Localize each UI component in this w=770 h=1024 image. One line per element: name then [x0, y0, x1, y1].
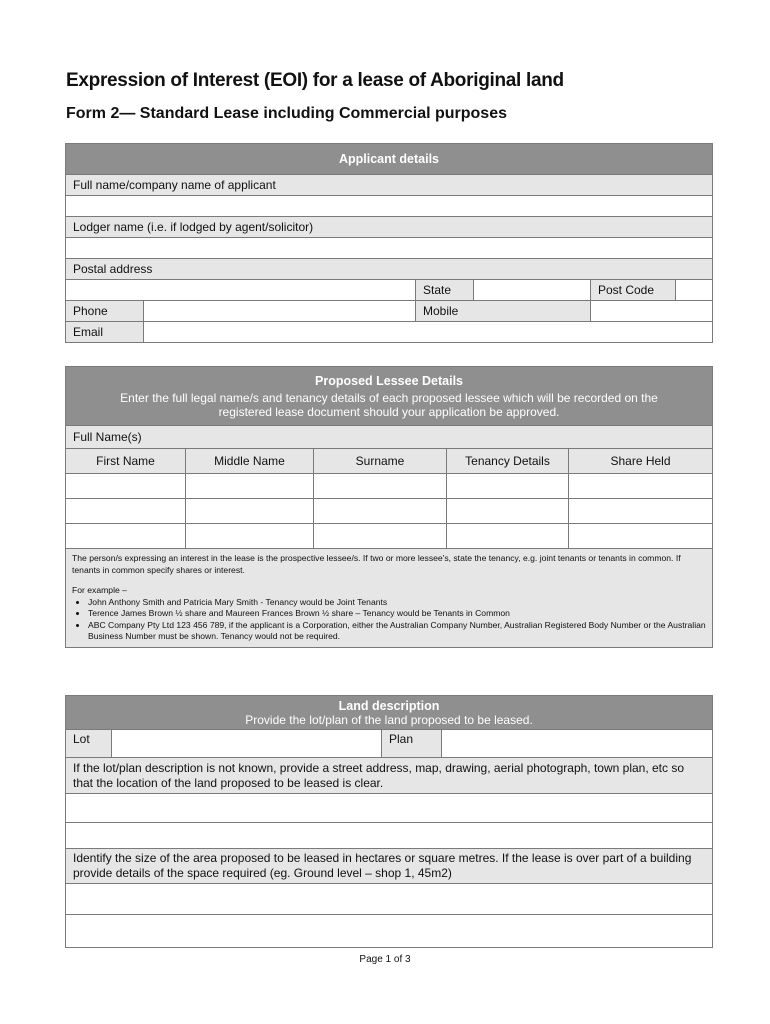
area-size-field-2[interactable]: [66, 915, 713, 948]
share-held-cell[interactable]: [569, 499, 713, 524]
lot-field[interactable]: [112, 730, 382, 758]
first-name-cell[interactable]: [66, 499, 186, 524]
land-location-label: If the lot/plan description is not known, provide a street address, map, drawing, aerial photograph, town plan, etc so that the location of the land proposed to be leased is clear.: [66, 758, 713, 794]
lessee-row: [66, 524, 713, 549]
middle-name-cell[interactable]: [186, 524, 314, 549]
surname-cell[interactable]: [314, 524, 447, 549]
state-field[interactable]: [474, 280, 591, 301]
land-description-heading: Land description Provide the lot/plan of the land proposed to be leased.: [66, 696, 713, 730]
lessee-row: [66, 499, 713, 524]
postcode-field[interactable]: [676, 280, 713, 301]
mobile-label: Mobile: [416, 301, 591, 322]
first-name-cell[interactable]: [66, 474, 186, 499]
tenancy-details-cell[interactable]: [447, 474, 569, 499]
col-tenancy-details: Tenancy Details: [447, 449, 569, 474]
middle-name-cell[interactable]: [186, 499, 314, 524]
email-label: Email: [66, 322, 144, 343]
plan-field[interactable]: [442, 730, 713, 758]
land-location-field-2[interactable]: [66, 823, 713, 849]
postal-address-label: Postal address: [66, 259, 713, 280]
form-title: Expression of Interest (EOI) for a lease of Aboriginal land: [66, 70, 564, 91]
phone-label: Phone: [66, 301, 144, 322]
phone-field[interactable]: [144, 301, 416, 322]
lessee-row: [66, 474, 713, 499]
tenancy-details-cell[interactable]: [447, 524, 569, 549]
state-label: State: [416, 280, 474, 301]
first-name-cell[interactable]: [66, 524, 186, 549]
tenancy-details-cell[interactable]: [447, 499, 569, 524]
land-location-field[interactable]: [66, 794, 713, 823]
postal-address-field[interactable]: [66, 280, 416, 301]
fullname-label: Full name/company name of applicant: [66, 175, 713, 196]
area-size-label: Identify the size of the area proposed to be leased in hectares or square metres. If the lease is over part of a building provide details of the space required (eg. Ground level – shop 1, 45m2): [66, 849, 713, 884]
example-item: • John Anthony Smith and Patricia Mary Smith - Tenancy would be Joint Tenants: [88, 597, 706, 609]
form-subtitle: Form 2— Standard Lease including Commercial purposes: [66, 105, 507, 122]
example-item: • Terence James Brown ½ share and Maureen Frances Brown ½ share – Tenancy would be Tenants in Common: [88, 608, 706, 620]
lessee-note: [66, 549, 713, 648]
col-surname: Surname: [314, 449, 447, 474]
lodger-label: Lodger name (i.e. if lodged by agent/solicitor): [66, 217, 713, 238]
example-intro: For example –: [72, 585, 127, 595]
applicant-details-table: [65, 143, 713, 343]
postcode-label: Post Code: [591, 280, 676, 301]
mobile-field[interactable]: [591, 301, 713, 322]
full-names-label: Full Name(s): [66, 426, 713, 449]
col-first-name: First Name: [66, 449, 186, 474]
lessee-note-text: The person/s expressing an interest in the lease is the prospective lessee/s. If two or more lessee's, state the tenancy, e.g. joint tenants or tenants in common. If tenants in common specify shares or interest.: [72, 553, 681, 575]
lessee-details-heading: Proposed Lessee Details Enter the full legal name/s and tenancy details of each proposed lessee which will be recorded on the registered lease document should your application be approved.: [66, 367, 713, 426]
land-instructions: Provide the lot/plan of the land proposed to be leased.: [245, 712, 533, 727]
surname-cell[interactable]: [314, 474, 447, 499]
plan-label: Plan: [382, 730, 442, 758]
lodger-field[interactable]: [66, 238, 713, 259]
share-held-cell[interactable]: [569, 474, 713, 499]
share-held-cell[interactable]: [569, 524, 713, 549]
email-field[interactable]: [144, 322, 713, 343]
applicant-details-heading: Applicant details: [66, 144, 713, 175]
surname-cell[interactable]: [314, 499, 447, 524]
col-middle-name: Middle Name: [186, 449, 314, 474]
land-description-table: [65, 695, 713, 948]
lessee-instructions: Enter the full legal name/s and tenancy details of each proposed lessee which will be recorded on the registered lease document should your application be approved.: [120, 390, 658, 419]
fullname-field[interactable]: [66, 196, 713, 217]
example-list: [72, 597, 706, 643]
lot-label: Lot: [66, 730, 112, 758]
page-number: Page 1 of 3: [359, 954, 411, 965]
lessee-column-headers: [66, 449, 713, 474]
col-share-held: Share Held: [569, 449, 713, 474]
middle-name-cell[interactable]: [186, 474, 314, 499]
example-item: • ABC Company Pty Ltd 123 456 789, if the applicant is a Corporation, either the Australian Company Number, Australian Registered Body Number or the Australian Business Number must be shown. Tenancy would not be required.: [88, 620, 706, 643]
area-size-field[interactable]: [66, 884, 713, 915]
lessee-details-table: [65, 366, 713, 648]
